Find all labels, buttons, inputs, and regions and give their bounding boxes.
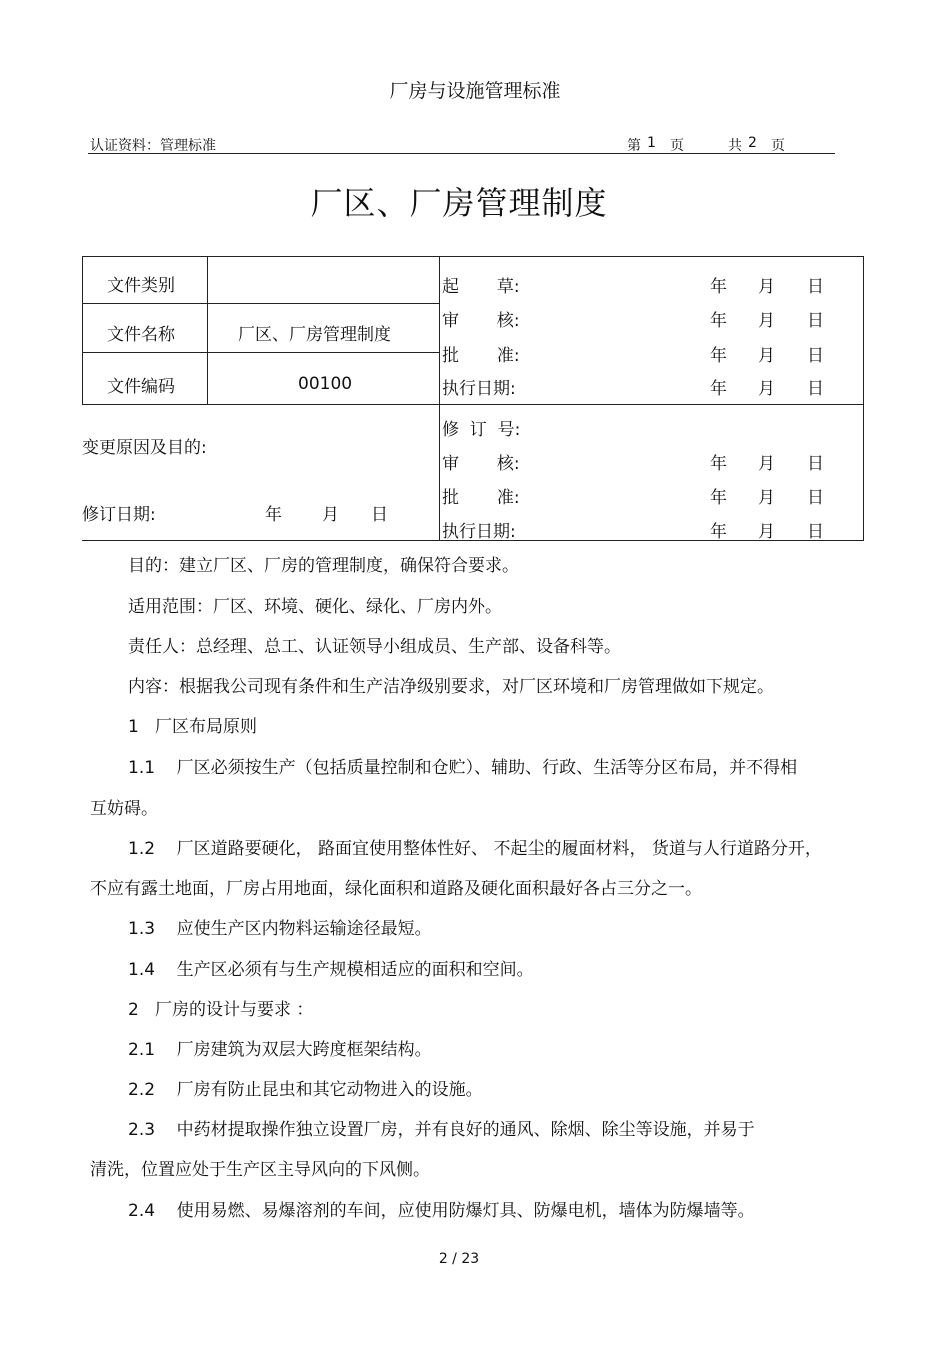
revise-day: 日	[371, 505, 388, 525]
clause-1-2: 1.2 厂区道路要硬化， 路面宜使用整体性好、 不起尘的履面材料， 货道与人行道路分开，	[128, 839, 822, 859]
revision-effective-year: 年	[710, 522, 727, 542]
paragraph-purpose: 目的：建立厂区、厂房的管理制度，确保符合要求。	[128, 556, 519, 576]
paragraph-scope: 适用范围：厂区、环境、硬化、绿化、厂房内外。	[128, 597, 502, 617]
revision-approve-year: 年	[710, 488, 727, 508]
file-code-value: 00100	[298, 374, 353, 394]
clause-1-1-cont: 互妨碍。	[90, 799, 158, 819]
revise-year: 年	[265, 505, 282, 525]
revision-approve-label: 批 准:	[442, 488, 520, 508]
effective-day: 日	[807, 379, 824, 399]
file-code-label: 文件编码	[107, 377, 175, 397]
revise-month: 月	[322, 505, 339, 525]
clause-2-3: 2.3 中药材提取操作独立设置厂房，并有良好的通风、除烟、除尘等设施，并易于	[128, 1120, 755, 1140]
effective-month: 月	[758, 379, 775, 399]
approve-year: 年	[710, 346, 727, 366]
section-heading-2: 2 厂房的设计与要求 ：	[128, 1000, 314, 1020]
file-category-label: 文件类别	[107, 276, 175, 296]
draft-month: 月	[758, 277, 775, 297]
file-name-value: 厂区、厂房管理制度	[238, 325, 391, 345]
header-total-label: 共	[728, 138, 742, 154]
approve-label: 批 准:	[442, 346, 520, 366]
file-name-label: 文件名称	[107, 325, 175, 345]
header-total-unit: 页	[771, 138, 785, 154]
review-year: 年	[710, 311, 727, 331]
header-page-label: 第	[627, 138, 641, 154]
review-day: 日	[807, 311, 824, 331]
change-reason-label: 变更原因及目的:	[82, 438, 207, 458]
header-page-number: 1	[647, 135, 656, 151]
revise-date-label: 修订日期:	[82, 505, 156, 525]
clause-1-4: 1.4 生产区必须有与生产规模相适应的面积和空间。	[128, 960, 534, 980]
draft-label: 起 草:	[442, 277, 520, 297]
clause-2-2: 2.2 厂房有防止昆虫和其它动物进入的设施。	[128, 1080, 483, 1100]
clause-2-4: 2.4 使用易燃、易爆溶剂的车间，应使用防爆灯具、防爆电机，墙体为防爆墙等。	[128, 1201, 755, 1221]
paragraph-responsible: 责任人：总经理、总工、认证领导小组成员、生产部、设备科等。	[128, 637, 621, 657]
header-divider	[88, 153, 835, 154]
paragraph-content: 内容：根据我公司现有条件和生产洁净级别要求，对厂区环境和厂房管理做如下规定。	[128, 677, 774, 697]
review-month: 月	[758, 311, 775, 331]
section-heading-1: 1 厂区布局原则	[128, 717, 258, 737]
revision-number-label: 修 订 号:	[442, 420, 521, 440]
clause-1-3: 1.3 应使生产区内物料运输途径最短。	[128, 919, 432, 939]
revision-effective-month: 月	[758, 522, 775, 542]
page-title: 厂区、厂房管理制度	[310, 184, 608, 222]
revision-review-month: 月	[758, 454, 775, 474]
revision-effective-day: 日	[807, 522, 824, 542]
revision-review-year: 年	[710, 454, 727, 474]
effective-year: 年	[710, 379, 727, 399]
revision-approve-month: 月	[758, 488, 775, 508]
revision-review-label: 审 核:	[442, 454, 520, 474]
page-footer-number: 2 / 23	[438, 1251, 480, 1267]
revision-review-day: 日	[807, 454, 824, 474]
clause-1-1: 1.1 厂区必须按生产（包括质量控制和仓贮）、辅助、行政、生活等分区布局，并不得相	[128, 758, 798, 778]
header-total-number: 2	[748, 135, 757, 151]
header-category: 认证资料：管理标准	[90, 138, 216, 154]
clause-2-1: 2.1 厂房建筑为双层大跨度框架结构。	[128, 1040, 432, 1060]
draft-day: 日	[807, 277, 824, 297]
approve-day: 日	[807, 346, 824, 366]
header-page-unit: 页	[670, 138, 684, 154]
revision-approve-day: 日	[807, 488, 824, 508]
approve-month: 月	[758, 346, 775, 366]
clause-1-2-cont: 不应有露土地面，厂房占用地面，绿化面积和道路及硬化面积最好各占三分之一。	[90, 879, 702, 899]
revision-effective-label: 执行日期:	[442, 522, 516, 542]
document-series-title: 厂房与设施管理标准	[389, 80, 561, 102]
clause-2-3-cont: 清洗，位置应处于生产区主导风向的下风侧。	[90, 1160, 430, 1180]
review-label: 审 核:	[442, 311, 520, 331]
draft-year: 年	[710, 277, 727, 297]
effective-date-label: 执行日期:	[442, 379, 516, 399]
